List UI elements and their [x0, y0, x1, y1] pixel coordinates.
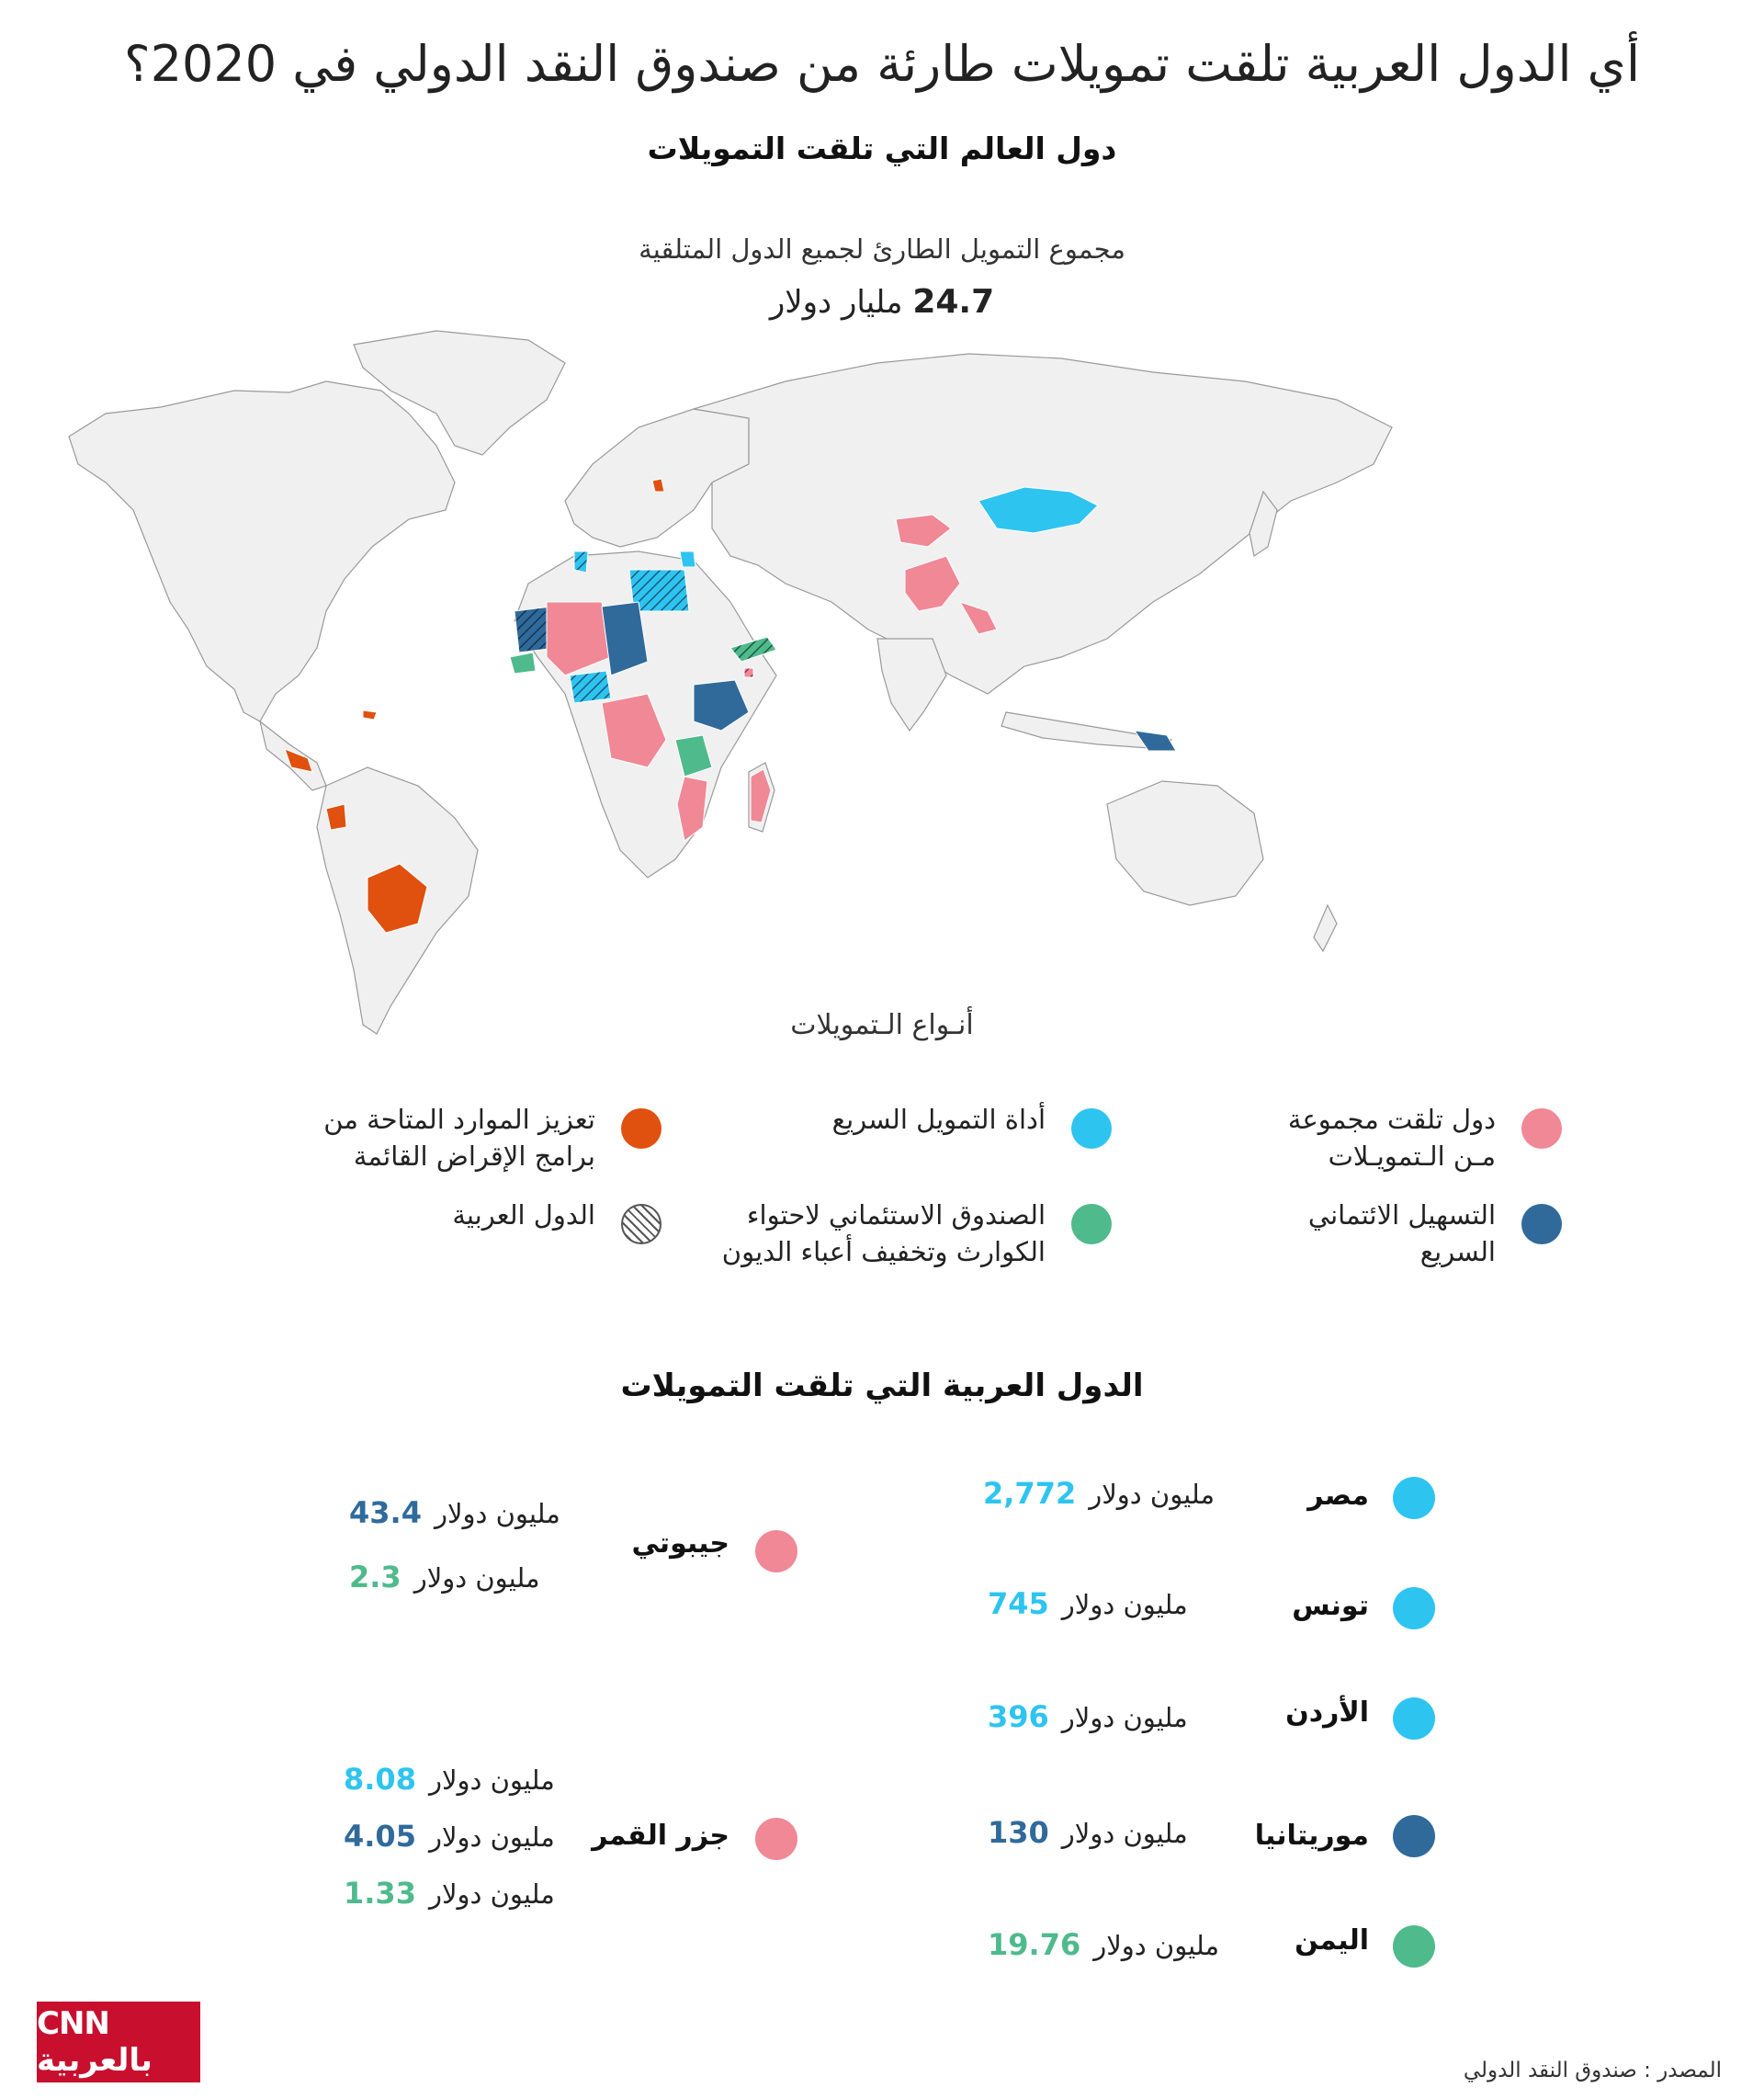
cnn-arabic-logo: CNN بالعربية	[37, 2002, 200, 2082]
djibouti	[744, 668, 753, 677]
country-amount-yemen: مليون دولار19.76	[988, 1927, 1220, 1962]
jordan	[680, 551, 695, 567]
haiti	[363, 710, 377, 720]
country-name-jordan: الأردن	[1285, 1696, 1369, 1729]
nigeria	[570, 671, 611, 703]
country-dot-egypt	[1393, 1477, 1435, 1519]
legend-item-augmentation	[184, 1101, 662, 1202]
country-name-comoros: جزر القمر	[592, 1820, 729, 1852]
legend-label: تعزيز الموارد المتاحة من برامج الإقراض القائمة	[323, 1104, 595, 1172]
arab-section-title: الدول العربية التي تلقت التمويلات	[620, 1367, 1144, 1404]
total-caption: مجموع التمويل الطارئ لجميع الدول المتلقية	[639, 233, 1125, 265]
total-value: 24.7	[912, 283, 995, 321]
country-name-egypt: مصر	[1307, 1480, 1369, 1512]
legend-item-arab-states	[184, 1197, 662, 1298]
country-amount-tunisia: مليون دولار745	[988, 1586, 1188, 1621]
country-name-djibouti: جيبوتي	[631, 1527, 729, 1560]
north-america	[69, 381, 455, 721]
legend-item-ccrt	[634, 1197, 1112, 1298]
world-map	[51, 326, 1521, 1043]
legend-swatch-light-blue	[1071, 1108, 1112, 1149]
legend-label: دول تلقت مجموعة مـن الـتمويـلات	[1287, 1104, 1496, 1172]
australia	[1107, 781, 1263, 905]
legend-label: التسهيل الائتماني السريع	[1307, 1199, 1496, 1267]
total-unit: مليار دولار	[769, 284, 903, 321]
tunisia	[574, 551, 588, 573]
comoros-amount-1: مليون دولار8.08	[344, 1762, 555, 1797]
djibouti-amount-1: مليون دولار43.4	[349, 1495, 560, 1530]
country-dot-tunisia	[1393, 1587, 1435, 1629]
senegal-region	[510, 652, 536, 674]
legend-swatch-hatch	[621, 1204, 662, 1244]
country-name-mauritania: موريتانيا	[1254, 1820, 1369, 1852]
map-section-title: دول العالم التي تلقت التمويلات	[647, 130, 1117, 166]
country-amount-jordan: مليون دولار396	[988, 1699, 1188, 1734]
legend-item-rcf	[1084, 1197, 1562, 1298]
legend-swatch-dark-blue	[1521, 1204, 1562, 1244]
new-zealand	[1314, 905, 1337, 951]
country-name-tunisia: تونس	[1292, 1590, 1369, 1622]
country-dot-comoros	[755, 1818, 797, 1860]
legend-swatch-orange	[621, 1108, 662, 1149]
country-dot-jordan	[1393, 1697, 1435, 1740]
legend-item-rfi	[634, 1101, 1112, 1202]
country-dot-mauritania	[1393, 1815, 1435, 1857]
total-funding	[0, 283, 1764, 321]
country-dot-yemen	[1393, 1925, 1435, 1968]
comoros-amount-3: مليون دولار1.33	[344, 1876, 555, 1911]
comoros-amount-2: مليون دولار4.05	[344, 1819, 555, 1854]
country-amount-egypt: مليون دولار2,772	[983, 1476, 1216, 1511]
djibouti-amount-2: مليون دولار2.3	[349, 1560, 540, 1594]
legend-title: أنـواع الـتمويلات	[790, 1009, 974, 1041]
legend-item-mixed	[1084, 1101, 1562, 1202]
country-name-yemen: اليمن	[1295, 1924, 1369, 1957]
source-note: المصدر : صندوق النقد الدولي	[1463, 2059, 1722, 2082]
legend-label: الصندوق الاستئماني لاحتواء الكوارث وتخفيف أعباء الديون	[721, 1199, 1046, 1267]
india	[877, 639, 946, 731]
legend-label: أداة التمويل السريع	[831, 1104, 1046, 1135]
country-amount-mauritania: مليون دولار130	[988, 1815, 1188, 1850]
legend-swatch-pink	[1521, 1108, 1562, 1149]
country-dot-djibouti	[755, 1530, 797, 1572]
legend-swatch-green	[1071, 1204, 1112, 1244]
legend-label: الدول العربية	[452, 1199, 595, 1231]
page-title: أي الدول العربية تلقت تمويلات طارئة من صندوق النقد الدولي في 2020؟	[124, 35, 1640, 93]
